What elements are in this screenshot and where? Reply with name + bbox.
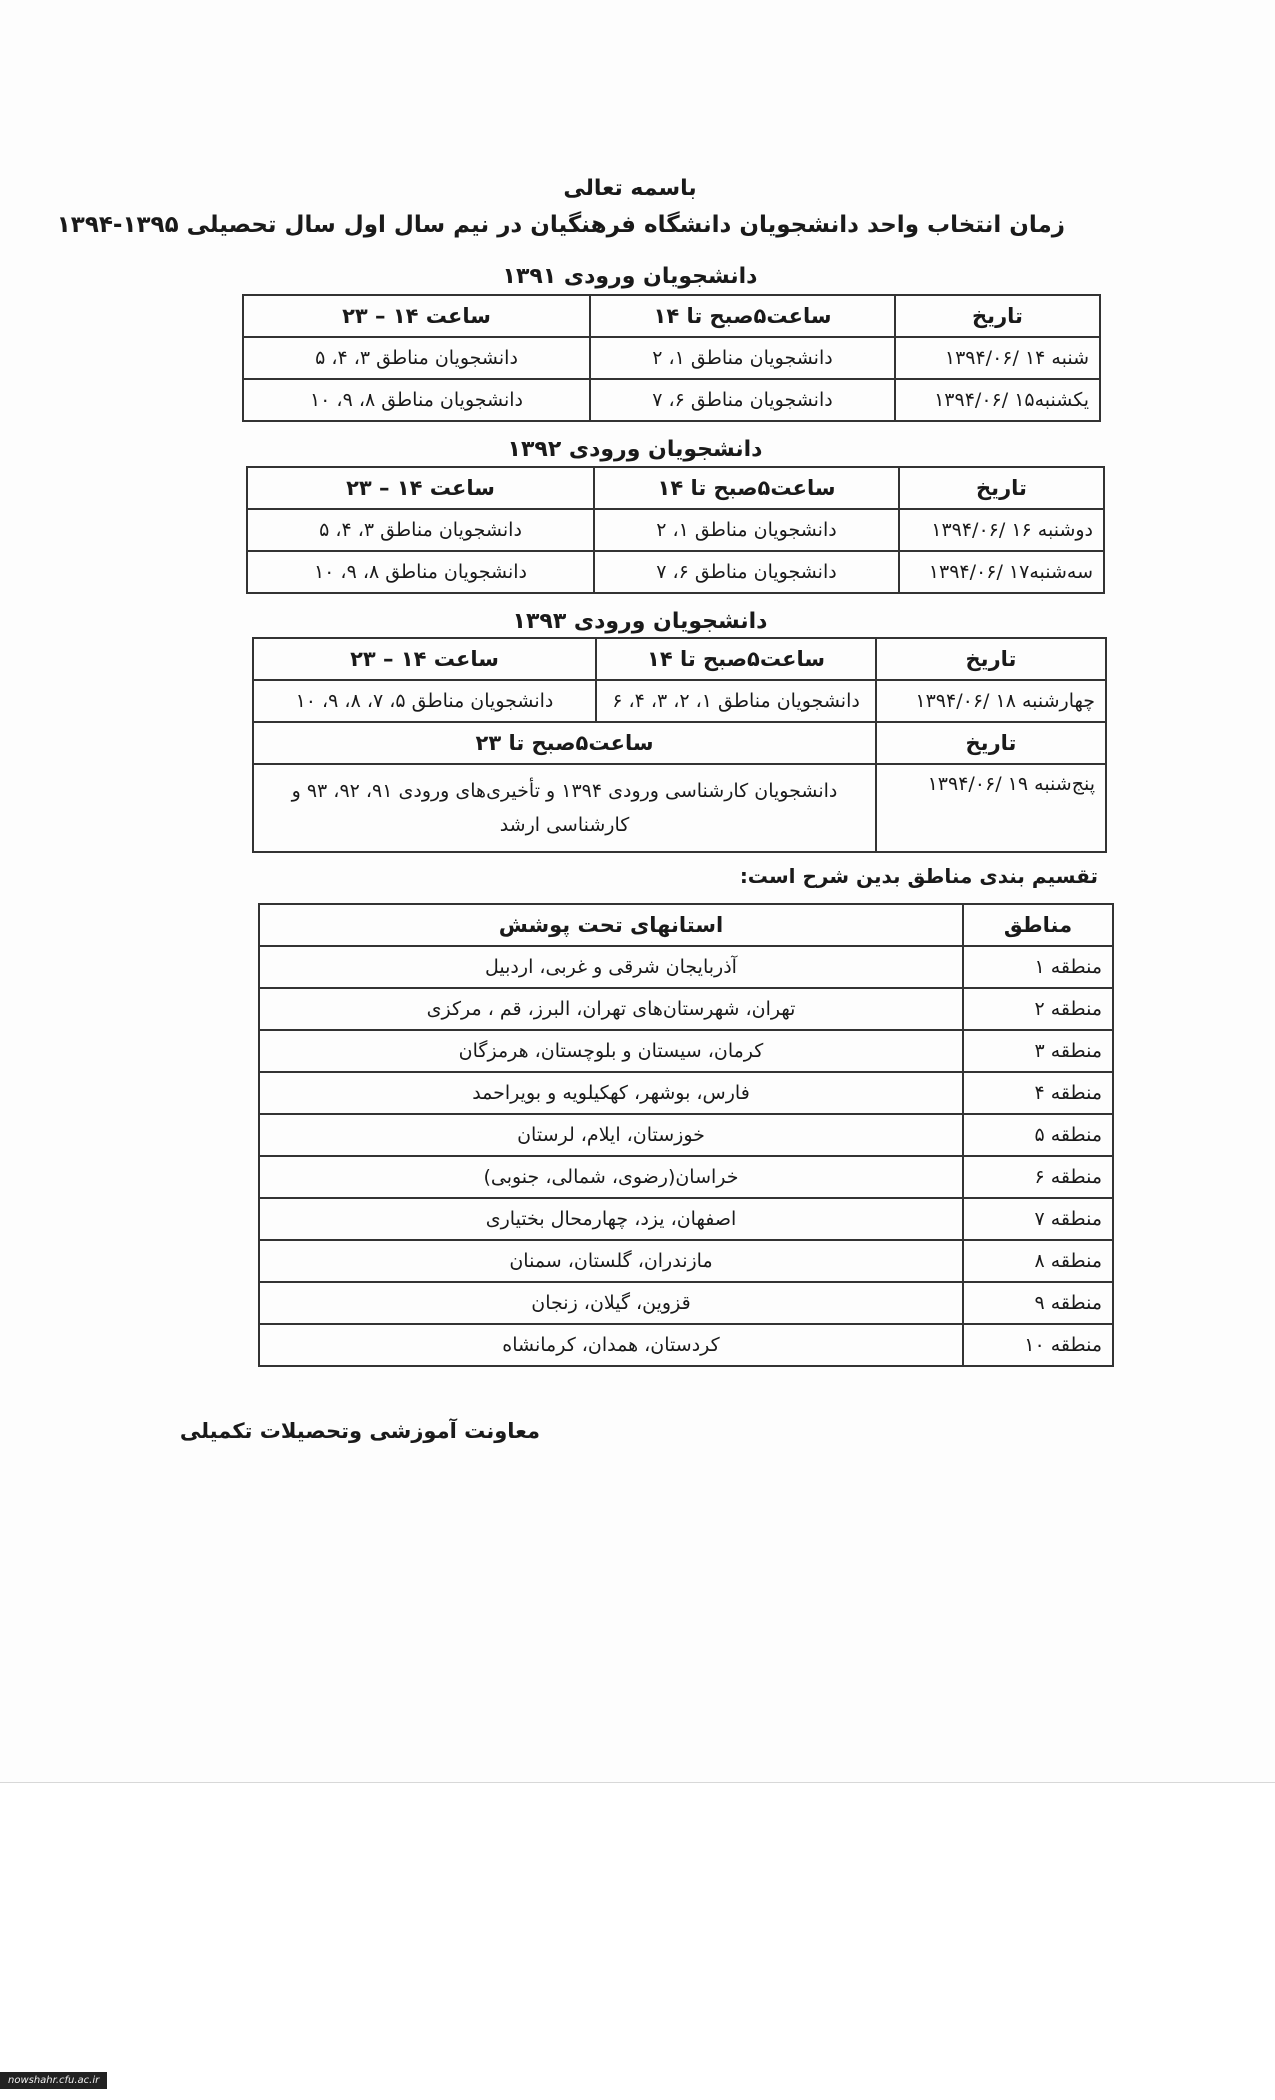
- col-morning-header: ساعت۵صبح تا ۱۴: [596, 638, 876, 680]
- site-watermark: nowshahr.cfu.ac.ir: [0, 2072, 107, 2089]
- provinces-cell: فارس، بوشهر، کهکیلویه و بویراحمد: [259, 1072, 963, 1114]
- col-afternoon-header: ساعت ۱۴ – ۲۳: [253, 638, 596, 680]
- provinces-cell: قزوین، گیلان، زنجان: [259, 1282, 963, 1324]
- provinces-cell: تهران، شهرستان‌های تهران، البرز، قم ، مرکزی: [259, 988, 963, 1030]
- col-full-day-header: ساعت۵صبح تا ۲۳: [253, 722, 876, 764]
- table-header-row: [259, 904, 1113, 946]
- table-row: [259, 1324, 1113, 1366]
- table-header-row: [253, 638, 1106, 680]
- regions-table: [258, 903, 1114, 1367]
- provinces-cell: اصفهان، یزد، چهارمحال بختیاری: [259, 1198, 963, 1240]
- table-row: [259, 1072, 1113, 1114]
- morning-cell: دانشجویان مناطق ۱، ۲، ۳، ۴، ۶: [596, 680, 876, 722]
- region-cell: منطقه ۶: [963, 1156, 1113, 1198]
- region-cell: منطقه ۷: [963, 1198, 1113, 1240]
- table-header-row: [247, 467, 1104, 509]
- region-cell: منطقه ۳: [963, 1030, 1113, 1072]
- morning-cell: دانشجویان مناطق ۱، ۲: [590, 337, 895, 379]
- cohort-1391-heading: دانشجویان ورودی ۱۳۹۱: [502, 264, 758, 289]
- provinces-cell: کرمان، سیستان و بلوچستان، هرمزگان: [259, 1030, 963, 1072]
- document-title: زمان انتخاب واحد دانشجویان دانشگاه فرهنگیان در نیم سال اول سال تحصیلی ۱۳۹۵-۱۳۹۴: [56, 212, 1065, 238]
- date-cell: شنبه ۱۴ /۱۳۹۴/۰۶: [895, 337, 1100, 379]
- col-date-header: تاریخ: [876, 638, 1106, 680]
- morning-cell: دانشجویان مناطق ۱، ۲: [594, 509, 899, 551]
- table-row: [259, 1114, 1113, 1156]
- provinces-cell: آذربایجان شرقی و غربی، اردبیل: [259, 946, 963, 988]
- region-cell: منطقه ۱۰: [963, 1324, 1113, 1366]
- date-cell: پنج‌شنبه ۱۹ /۱۳۹۴/۰۶: [876, 764, 1106, 852]
- col-provinces-header: استانهای تحت پوشش: [259, 904, 963, 946]
- cohort-1392-table: [246, 466, 1105, 594]
- invocation-heading: باسمه تعالی: [563, 176, 697, 201]
- col-date-header-2: تاریخ: [876, 722, 1106, 764]
- afternoon-cell: دانشجویان مناطق ۳، ۴، ۵: [247, 509, 594, 551]
- region-cell: منطقه ۱: [963, 946, 1113, 988]
- table-row: [259, 1030, 1113, 1072]
- region-cell: منطقه ۵: [963, 1114, 1113, 1156]
- afternoon-cell: دانشجویان مناطق ۳، ۴، ۵: [243, 337, 590, 379]
- table-row: [259, 1282, 1113, 1324]
- date-cell: سه‌شنبه۱۷ /۱۳۹۴/۰۶: [899, 551, 1104, 593]
- provinces-cell: کردستان، همدان، کرمانشاه: [259, 1324, 963, 1366]
- table-row: [253, 680, 1106, 722]
- region-cell: منطقه ۹: [963, 1282, 1113, 1324]
- cohort-1391-table: [242, 294, 1101, 422]
- provinces-cell: خوزستان، ایلام، لرستان: [259, 1114, 963, 1156]
- table-row: [259, 988, 1113, 1030]
- afternoon-cell: دانشجویان مناطق ۸، ۹، ۱۰: [247, 551, 594, 593]
- cohort-1393-heading: دانشجویان ورودی ۱۳۹۳: [512, 609, 768, 634]
- provinces-cell: خراسان(رضوی، شمالی، جنوبی): [259, 1156, 963, 1198]
- table-header-row: [253, 722, 1106, 764]
- col-date-header: تاریخ: [895, 295, 1100, 337]
- table-row: [259, 1240, 1113, 1282]
- cohort-1392-heading: دانشجویان ورودی ۱۳۹۲: [507, 437, 763, 462]
- table-row: [243, 379, 1100, 421]
- table-row: [243, 337, 1100, 379]
- col-afternoon-header: ساعت ۱۴ – ۲۳: [243, 295, 590, 337]
- date-cell: چهارشنبه ۱۸ /۱۳۹۴/۰۶: [876, 680, 1106, 722]
- table-row: [259, 1198, 1113, 1240]
- signature-line: معاونت آموزشی وتحصیلات تکمیلی: [179, 1419, 540, 1443]
- cohort-1393-table: [252, 637, 1107, 853]
- afternoon-cell: دانشجویان مناطق ۸، ۹، ۱۰: [243, 379, 590, 421]
- table-row: [253, 764, 1106, 852]
- table-row: [259, 1156, 1113, 1198]
- col-morning-header: ساعت۵صبح تا ۱۴: [594, 467, 899, 509]
- table-row: [247, 509, 1104, 551]
- region-cell: منطقه ۲: [963, 988, 1113, 1030]
- full-day-cell: دانشجویان کارشناسی ورودی ۱۳۹۴ و تأخیری‌های ورودی ۹۱، ۹۲، ۹۳ و کارشناسی ارشد: [253, 764, 876, 852]
- morning-cell: دانشجویان مناطق ۶، ۷: [594, 551, 899, 593]
- table-header-row: [243, 295, 1100, 337]
- region-cell: منطقه ۸: [963, 1240, 1113, 1282]
- table-row: [259, 946, 1113, 988]
- col-region-header: مناطق: [963, 904, 1113, 946]
- col-afternoon-header: ساعت ۱۴ – ۲۳: [247, 467, 594, 509]
- col-morning-header: ساعت۵صبح تا ۱۴: [590, 295, 895, 337]
- col-date-header: تاریخ: [899, 467, 1104, 509]
- date-cell: یکشنبه۱۵ /۱۳۹۴/۰۶: [895, 379, 1100, 421]
- morning-cell: دانشجویان مناطق ۶، ۷: [590, 379, 895, 421]
- table-row: [247, 551, 1104, 593]
- date-cell: دوشنبه ۱۶ /۱۳۹۴/۰۶: [899, 509, 1104, 551]
- region-cell: منطقه ۴: [963, 1072, 1113, 1114]
- afternoon-cell: دانشجویان مناطق ۵، ۷، ۸، ۹، ۱۰: [253, 680, 596, 722]
- regions-heading: تقسیم بندی مناطق بدین شرح است:: [739, 864, 1098, 888]
- provinces-cell: مازندران، گلستان، سمنان: [259, 1240, 963, 1282]
